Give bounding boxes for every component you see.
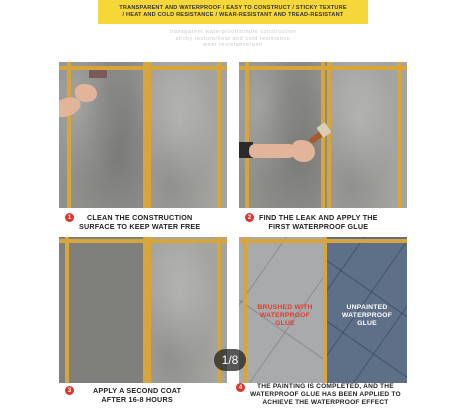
step-3-photo — [59, 237, 227, 383]
ghost-text — [120, 29, 346, 49]
step-4-photo — [239, 237, 407, 383]
step-3-badge: 3 — [65, 386, 74, 395]
step-4-line-3: ACHIEVE THE WATERPROOF EFFECT — [262, 399, 389, 406]
banner-line-1: TRANSPARENT AND WATERPROOF / EASY TO CONSTRUCT / STICKY TEXTURE — [119, 4, 347, 11]
step-1-photo — [59, 62, 227, 208]
step-2-caption — [245, 213, 378, 231]
step-1-line-1: CLEAN THE CONSTRUCTION — [87, 213, 193, 222]
step-3-line-1: APPLY A SECOND COAT — [93, 386, 182, 395]
feature-banner — [98, 0, 368, 24]
step-2-line-2: FIRST WATERPROOF GLUE — [268, 222, 369, 231]
step-1-caption — [65, 213, 200, 231]
brushed-label — [249, 304, 321, 328]
ghost-line-1: transparent waterproof/simple construction — [169, 29, 297, 35]
step-4-badge: 4 — [236, 383, 245, 392]
step-1-line-2: SURFACE TO KEEP WATER FREE — [79, 222, 201, 231]
brushed-label-line-2: WATERPROOF — [259, 312, 311, 319]
unpainted-label — [331, 304, 403, 328]
step-2-badge: 2 — [245, 213, 254, 222]
unpainted-label-line-2: WATERPROOF — [341, 312, 393, 319]
brushed-label-line-1: BRUSHED WITH — [257, 304, 313, 311]
step-2-photo — [239, 62, 407, 208]
cloth-icon — [89, 70, 107, 78]
image-counter: 1/8 — [214, 349, 246, 371]
step-1-badge: 1 — [65, 213, 74, 222]
step-3-caption — [65, 386, 181, 404]
brushed-label-line-3: GLUE — [275, 320, 295, 327]
step-4-line-2: WATERPROOF GLUE HAS BEEN APPLIED TO — [250, 391, 401, 398]
cleaning-hand — [75, 84, 97, 102]
step-4-line-1: THE PAINTING IS COMPLETED, AND THE — [257, 383, 394, 390]
step-4-caption — [236, 383, 401, 407]
ghost-line-2: sticky texture/heat and cold resistance — [175, 35, 291, 42]
ghost-line-3: wear resistance/anti — [203, 42, 263, 49]
step-2-line-1: FIND THE LEAK AND APPLY THE — [259, 213, 378, 222]
unpainted-label-line-1: UNPAINTED — [346, 304, 388, 311]
banner-line-2: / HEAT AND COLD RESISTANCE / WEAR-RESISTANT AND TREAD-RESISTANT — [122, 12, 344, 18]
unpainted-label-line-3: GLUE — [357, 320, 377, 327]
step-3-line-2: AFTER 16-8 HOURS — [101, 395, 173, 404]
arm-image — [249, 144, 295, 158]
